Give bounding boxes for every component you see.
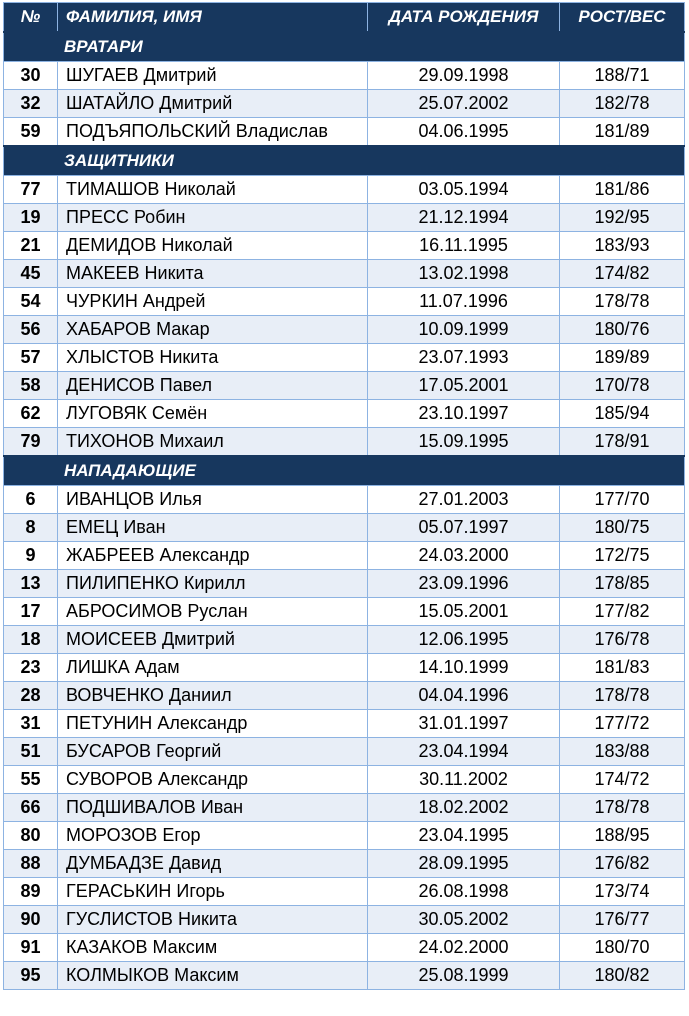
player-surname: КАЗАКОВ [66,937,148,957]
player-first-name: Павел [159,375,212,395]
table-row [4,260,685,288]
player-number: 8 [4,514,58,542]
player-birthdate: 28.09.1995 [368,850,560,878]
player-surname: ГЕРАСЬКИН [66,881,172,901]
player-first-name: Кирилл [183,573,246,593]
player-number: 28 [4,682,58,710]
player-first-name: Иван [123,517,166,537]
player-number: 30 [4,62,58,90]
player-surname: ПОДЪЯПОЛЬСКИЙ [66,121,231,141]
table-row [4,906,685,934]
player-birthdate: 23.04.1995 [368,822,560,850]
player-number: 80 [4,822,58,850]
player-height-weight: 188/95 [560,822,685,850]
roster-body [4,32,685,990]
header-name: ФАМИЛИЯ, ИМЯ [58,3,368,33]
player-surname: ХЛЫСТОВ [66,347,155,367]
player-name [58,794,368,822]
player-number: 66 [4,794,58,822]
player-first-name: Никита [177,909,237,929]
player-surname: ПЕТУНИН [66,713,153,733]
player-birthdate: 15.05.2001 [368,598,560,626]
player-name [58,542,368,570]
player-first-name: Никита [159,347,219,367]
player-surname: ДЕМИДОВ [66,235,157,255]
player-surname: ШАТАЙЛО [66,93,155,113]
player-number: 95 [4,962,58,990]
table-row [4,62,685,90]
player-surname: ЛИШКА [66,657,130,677]
player-first-name: Давид [168,853,222,873]
player-number: 23 [4,654,58,682]
table-row [4,598,685,626]
player-name [58,906,368,934]
section-title: ЗАЩИТНИКИ [4,146,685,176]
player-surname: ГУСЛИСТОВ [66,909,173,929]
header-number: № [4,3,58,33]
section-row [4,32,685,62]
player-first-name: Егор [162,825,201,845]
player-number: 9 [4,542,58,570]
player-height-weight: 178/91 [560,428,685,457]
player-first-name: Георгий [156,741,222,761]
player-name [58,710,368,738]
table-row [4,400,685,428]
table-row [4,232,685,260]
player-number: 54 [4,288,58,316]
player-height-weight: 183/88 [560,738,685,766]
player-height-weight: 185/94 [560,400,685,428]
table-row [4,542,685,570]
player-name [58,738,368,766]
player-number: 77 [4,176,58,204]
player-name [58,118,368,147]
player-number: 17 [4,598,58,626]
section-row [4,146,685,176]
table-row [4,654,685,682]
section-row [4,456,685,486]
player-height-weight: 180/76 [560,316,685,344]
player-surname: ЖАБРЕЕВ [66,545,155,565]
player-first-name: Максим [152,937,218,957]
table-row [4,486,685,514]
player-height-weight: 178/78 [560,682,685,710]
player-surname: АБРОСИМОВ [66,601,183,621]
player-birthdate: 05.07.1997 [368,514,560,542]
player-birthdate: 27.01.2003 [368,486,560,514]
player-surname: ПРЕСС [66,207,129,227]
table-row [4,118,685,147]
player-number: 6 [4,486,58,514]
player-name [58,962,368,990]
player-height-weight: 177/82 [560,598,685,626]
player-birthdate: 23.10.1997 [368,400,560,428]
player-number: 62 [4,400,58,428]
roster-table [3,2,685,990]
header-birthdate: ДАТА РОЖДЕНИЯ [368,3,560,33]
table-row [4,878,685,906]
player-height-weight: 181/86 [560,176,685,204]
player-number: 79 [4,428,58,457]
table-row [4,710,685,738]
player-height-weight: 181/89 [560,118,685,147]
player-name [58,878,368,906]
player-name [58,654,368,682]
player-height-weight: 177/72 [560,710,685,738]
player-surname: КОЛМЫКОВ [66,965,170,985]
player-name [58,850,368,878]
player-birthdate: 04.06.1995 [368,118,560,147]
player-name [58,514,368,542]
player-birthdate: 25.07.2002 [368,90,560,118]
player-birthdate: 04.04.1996 [368,682,560,710]
player-name [58,400,368,428]
player-surname: ЕМЕЦ [66,517,119,537]
player-surname: МОИСЕЕВ [66,629,157,649]
player-name [58,288,368,316]
player-first-name: Робин [133,207,186,227]
player-name [58,570,368,598]
table-row [4,372,685,400]
player-height-weight: 170/78 [560,372,685,400]
table-row [4,626,685,654]
player-birthdate: 23.07.1993 [368,344,560,372]
player-name [58,626,368,654]
table-row [4,90,685,118]
player-surname: СУВОРОВ [66,769,153,789]
player-surname: МОРОЗОВ [66,825,158,845]
player-number: 31 [4,710,58,738]
player-birthdate: 24.02.2000 [368,934,560,962]
player-first-name: Владислав [235,121,328,141]
player-number: 13 [4,570,58,598]
player-first-name: Макар [156,319,210,339]
player-height-weight: 174/82 [560,260,685,288]
player-birthdate: 23.09.1996 [368,570,560,598]
player-first-name: Андрей [142,291,206,311]
player-birthdate: 15.09.1995 [368,428,560,457]
player-first-name: Никита [144,263,204,283]
player-height-weight: 180/82 [560,962,685,990]
player-birthdate: 11.07.1996 [368,288,560,316]
table-row [4,962,685,990]
player-number: 58 [4,372,58,400]
player-height-weight: 181/83 [560,654,685,682]
player-height-weight: 178/78 [560,794,685,822]
player-first-name: Илья [159,489,202,509]
player-surname: ДУМБАДЗЕ [66,853,164,873]
player-height-weight: 189/89 [560,344,685,372]
table-row [4,570,685,598]
player-name [58,598,368,626]
player-birthdate: 03.05.1994 [368,176,560,204]
player-name [58,176,368,204]
player-birthdate: 30.11.2002 [368,766,560,794]
player-first-name: Руслан [187,601,248,621]
player-name [58,232,368,260]
player-birthdate: 30.05.2002 [368,906,560,934]
player-first-name: Даниил [168,685,232,705]
player-surname: БУСАРОВ [66,741,152,761]
player-surname: ПИЛИПЕНКО [66,573,179,593]
player-name [58,204,368,232]
player-number: 19 [4,204,58,232]
player-first-name: Дмитрий [143,65,217,85]
player-first-name: Александр [157,769,248,789]
player-first-name: Александр [159,545,250,565]
player-number: 59 [4,118,58,147]
table-row [4,288,685,316]
player-surname: МАКЕЕВ [66,263,140,283]
player-height-weight: 180/70 [560,934,685,962]
player-height-weight: 176/78 [560,626,685,654]
player-birthdate: 12.06.1995 [368,626,560,654]
player-birthdate: 14.10.1999 [368,654,560,682]
player-number: 45 [4,260,58,288]
player-height-weight: 172/75 [560,542,685,570]
table-row [4,344,685,372]
player-number: 55 [4,766,58,794]
player-number: 88 [4,850,58,878]
player-birthdate: 26.08.1998 [368,878,560,906]
player-height-weight: 178/78 [560,288,685,316]
table-row [4,204,685,232]
player-name [58,344,368,372]
player-number: 90 [4,906,58,934]
player-first-name: Николай [164,179,236,199]
player-name [58,372,368,400]
player-birthdate: 16.11.1995 [368,232,560,260]
player-name [58,766,368,794]
player-height-weight: 177/70 [560,486,685,514]
player-number: 91 [4,934,58,962]
player-number: 56 [4,316,58,344]
table-row [4,514,685,542]
player-first-name: Дмитрий [161,629,235,649]
player-first-name: Николай [161,235,233,255]
table-row [4,934,685,962]
player-surname: ТИХОНОВ [66,431,155,451]
player-name [58,428,368,457]
player-surname: ХАБАРОВ [66,319,152,339]
table-row [4,850,685,878]
player-birthdate: 17.05.2001 [368,372,560,400]
player-name [58,822,368,850]
player-height-weight: 182/78 [560,90,685,118]
table-row [4,176,685,204]
header-row [4,3,685,33]
table-row [4,428,685,457]
player-height-weight: 174/72 [560,766,685,794]
table-row [4,738,685,766]
table-row [4,794,685,822]
player-birthdate: 23.04.1994 [368,738,560,766]
player-first-name: Иван [200,797,244,817]
player-number: 18 [4,626,58,654]
player-surname: ВОВЧЕНКО [66,685,164,705]
player-height-weight: 176/77 [560,906,685,934]
player-birthdate: 24.03.2000 [368,542,560,570]
player-height-weight: 173/74 [560,878,685,906]
player-first-name: Игорь [176,881,225,901]
player-birthdate: 29.09.1998 [368,62,560,90]
player-name [58,934,368,962]
player-birthdate: 13.02.1998 [368,260,560,288]
player-first-name: Александр [157,713,248,733]
player-name [58,316,368,344]
player-name [58,682,368,710]
player-surname: ТИМАШОВ [66,179,160,199]
player-number: 51 [4,738,58,766]
player-height-weight: 178/85 [560,570,685,598]
player-number: 57 [4,344,58,372]
player-name [58,90,368,118]
player-height-weight: 192/95 [560,204,685,232]
player-surname: ДЕНИСОВ [66,375,155,395]
player-surname: ЛУГОВЯК [66,403,147,423]
player-height-weight: 188/71 [560,62,685,90]
player-birthdate: 25.08.1999 [368,962,560,990]
player-surname: ИВАНЦОВ [66,489,155,509]
player-birthdate: 10.09.1999 [368,316,560,344]
player-number: 21 [4,232,58,260]
player-surname: ПОДШИВАЛОВ [66,797,196,817]
player-first-name: Адам [134,657,180,677]
player-height-weight: 176/82 [560,850,685,878]
player-number: 32 [4,90,58,118]
player-first-name: Михаил [159,431,224,451]
table-row [4,822,685,850]
table-row [4,316,685,344]
player-height-weight: 183/93 [560,232,685,260]
player-first-name: Максим [174,965,239,985]
section-title: НАПАДАЮЩИЕ [4,456,685,486]
player-first-name: Семён [151,403,208,423]
player-first-name: Дмитрий [159,93,233,113]
player-surname: ЧУРКИН [66,291,138,311]
player-birthdate: 31.01.1997 [368,710,560,738]
player-name [58,486,368,514]
player-name [58,62,368,90]
player-name [58,260,368,288]
player-birthdate: 21.12.1994 [368,204,560,232]
player-surname: ШУГАЕВ [66,65,139,85]
table-row [4,682,685,710]
header-height-weight: РОСТ/ВЕС [560,3,685,33]
table-row [4,766,685,794]
section-title: ВРАТАРИ [4,32,685,62]
player-number: 89 [4,878,58,906]
player-birthdate: 18.02.2002 [368,794,560,822]
player-height-weight: 180/75 [560,514,685,542]
